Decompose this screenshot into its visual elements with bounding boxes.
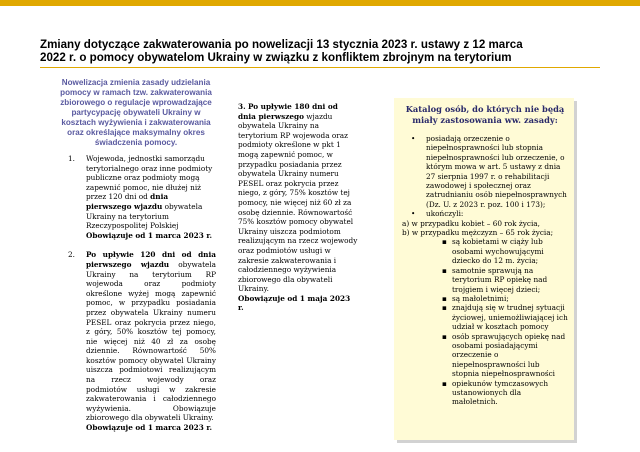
exemption-subitem xyxy=(402,294,568,303)
item-lead: Po upływie 180 dni od dnia pierwszego xyxy=(238,102,338,121)
exemption-text: są kobietami w ciąży lub osobami wychowującymi dziecko do 12 m. życia; xyxy=(452,237,544,266)
bullet-icon: ▪ xyxy=(442,293,447,303)
item-lead: Po upływie 120 dni od dnia pierwszego wjazdu xyxy=(86,250,216,269)
list-item xyxy=(68,154,216,240)
item-text-cont: obywatela Ukrainy na terytorium Rzeczypospolitej Polskiej xyxy=(86,201,203,231)
bullet-icon: ▪ xyxy=(442,303,447,313)
exemption-item xyxy=(402,209,568,218)
exemptions-content xyxy=(402,104,568,407)
exemption-text: osób sprawujących opiekę nad osobami posiadającymi orzeczenie o niepełnosprawności lub stopnia niepełnosprawności xyxy=(452,331,566,379)
exemption-subitem xyxy=(402,237,568,265)
exemption-item xyxy=(402,134,568,209)
exemption-text: znajdują się w trudnej sytuacji życiowej, uniemożliwiającej ich udział w kosztach pomocy xyxy=(452,303,568,332)
column-left xyxy=(68,154,216,443)
age-rule-men: b) w przypadku mężczyzn – 65 rok życia; xyxy=(402,228,554,238)
item-text: wjazdu obywatela Ukrainy na terytorium RP wojewoda oraz podmioty określone w pkt 1 mogą zapewnić pomoc, w przypadku posiadania przez obywatela Ukrainy numeru PESEL oraz pokrycia przez niego, z góry, 75% kosztów tej pomocy, nie więcej niż 60 zł za osobę dziennie. Równowartość 75% kosztów pomocy obywatel Ukrainy uiszcza podmiotom realizującym na rzecz wojewody oraz podmiotów usługi w zakresie zakwaterowania i całodziennego wyżywienia zbiorowego dla obywateli Ukrainy. xyxy=(238,111,358,294)
item-effective-date: Obowiązuje od 1 marca 2023 r. xyxy=(86,423,213,433)
item-number: 3. xyxy=(238,102,246,111)
intro-summary: Nowelizacja zmienia zasady udzielania pomocy w ramach tzw. zakwaterowania zbiorowego o regulacje wprowadzające partycypację obywateli Ukrainy w kosztach wyżywienia i zakwaterowania oraz określające maksymalny okres świadczenia pomocy. xyxy=(60,78,212,147)
item-effective-date: Obowiązuje od 1 maja 2023 r. xyxy=(238,293,351,313)
exemption-subitem xyxy=(402,332,568,379)
exemptions-box xyxy=(394,98,574,440)
exemption-text: posiadają orzeczenie o niepełnosprawności lub stopnia niepełnosprawności lub orzeczenie, o którym mowa w art. 5 ustawy z dnia 27 sierpnia 1997 r. o rehabilitacji zawodowej i społecznej oraz zatrudnianiu osób niepełnosprawnych (Dz. U. z 2023 r. poz. 100 i 173); xyxy=(426,134,567,209)
item-number: 1. xyxy=(68,154,75,163)
exemption-subitem xyxy=(402,379,568,407)
item-effective-date: Obowiązuje od 1 marca 2023 r. xyxy=(86,230,213,240)
page-title xyxy=(40,38,600,64)
column-middle xyxy=(238,102,358,323)
exemption-text: są małoletnimi; xyxy=(452,293,509,303)
exemption-subitem xyxy=(402,266,568,294)
bullet-icon: ▪ xyxy=(442,265,447,275)
list-item xyxy=(68,250,216,432)
exemptions-heading: Katalog osób, do których nie będą miały zastosowania ww. zasady: xyxy=(405,104,565,125)
title-line-1: Zmiany dotyczące zakwaterowania po nowelizacji 13 stycznia 2023 r. ustawy z 12 marca xyxy=(40,38,523,51)
exemption-text: opiekunów tymczasowych ustanowionych dla małoletnich. xyxy=(452,378,549,407)
exemption-text: samotnie sprawują na terytorium RP opiekę nad trojgiem i więcej dzieci; xyxy=(452,265,548,294)
bullet-icon: ▪ xyxy=(442,237,447,247)
top-accent-stripe xyxy=(0,0,640,6)
exemption-subitem xyxy=(402,303,568,331)
exemption-text: ukończyli: xyxy=(426,209,464,219)
title-line-2: 2022 r. o pomocy obywatelom Ukrainy w związku z konfliktem zbrojnym na terytorium xyxy=(40,51,512,64)
title-underline xyxy=(40,67,600,68)
item-number: 2. xyxy=(68,250,75,260)
age-rule-women: a) w przypadku kobiet – 60 rok życia, xyxy=(402,218,540,228)
bullet-icon: • xyxy=(411,209,416,219)
bullet-icon: • xyxy=(411,134,416,143)
item-bold-text: dnia pierwszego wjazdu xyxy=(86,192,169,211)
item-text: Wojewoda, jednostki samorządu terytorialnego oraz inne podmioty publiczne oraz podmioty mogą zapewnić pomoc, nie dłużej niż przez 120 dni od xyxy=(86,154,213,202)
item-text: obywatela Ukrainy na terytorium RP wojewoda oraz podmioty określone wyżej mogą zapewnić pomoc, w przypadku posiadania przez obywatela Ukrainy numeru PESEL oraz pokrycia przez niego, z góry, 50% kosztów tej pomocy, nie więcej niż 40 zł za osobę dziennie. Równowartość 50% kosztów pomocy obywatel Ukrainy uiszcza podmiotowi realizującym na rzecz wojewody oraz podmiotów usługi w zakresie zakwaterowania i całodziennego wyżywienia. Obowiązuje zbiorowego dla obywateli Ukrainy. xyxy=(86,259,216,423)
bullet-icon: ▪ xyxy=(442,378,447,388)
list-item xyxy=(238,102,358,313)
bullet-icon: ▪ xyxy=(442,331,447,341)
